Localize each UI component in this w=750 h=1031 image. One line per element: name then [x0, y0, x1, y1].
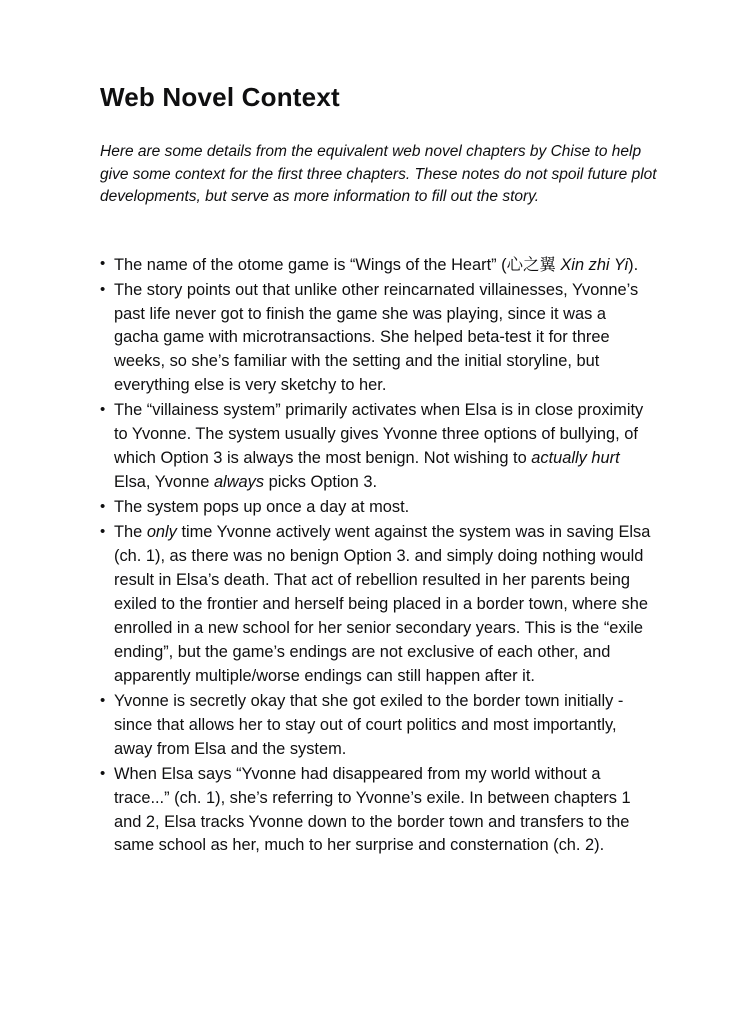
emphasis-text: Xin zhi Yi: [560, 255, 629, 274]
list-item: [100, 399, 652, 495]
text-run: time Yvonne actively went against the system was in saving Elsa (ch. 1), as there was no benign Option 3. and simply doing nothing would result in Elsa’s death. That act of rebellion resulted in her parents being exiled to the frontier and herself being placed in a border town, where she enrolled in a new school for her senior secondary years. This is the “exile ending”, but the game’s endings are not exclusive of each other, and apparently multiple/worse endings can still happen after it.: [114, 523, 651, 685]
emphasis-text: always: [213, 473, 265, 492]
text-run: The: [114, 523, 147, 542]
text-run: ).: [628, 255, 639, 274]
context-notes-list: [100, 253, 652, 859]
list-item: [100, 521, 652, 689]
page-title: Web Novel Context: [100, 82, 340, 112]
text-run: Elsa, Yvonne: [114, 473, 214, 492]
list-item: [100, 690, 652, 762]
text-run: The system pops up once a day at most.: [114, 498, 410, 517]
text-run: The name of the otome game is “Wings of the Heart” (: [114, 255, 507, 274]
text-run: The “villainess system” primarily activates when Elsa is in close proximity to Yvonne. The system usually gives Yvonne three options of bullying, of which Option 3 is always the most benign. Not wishing to: [114, 401, 644, 468]
text-run: When Elsa says “Yvonne had disappeared from my world without a trace...” (ch. 1), she’s referring to Yvonne’s exile. In between chapters 1 and 2, Elsa tracks Yvonne down to the border town and transfers to the same school as her, much to her surprise and consternation (ch. 2).: [114, 764, 631, 855]
text-run: The story points out that unlike other reincarnated villainesses, Yvonne’s past life never got to finish the game she was playing, since it was a gacha game with microtransactions. She helped beta-test it for three weeks, so she’s familiar with the setting and the initial storyline, but everything else is very sketchy to her.: [114, 280, 639, 395]
text-run: Yvonne is secretly okay that she got exiled to the border town initially - since that allows her to stay out of court politics and most importantly, away from Elsa and the system.: [114, 691, 624, 758]
text-run: picks Option 3.: [264, 473, 378, 492]
intro-paragraph: Here are some details from the equivalent web novel chapters by Chise to help give some context for the first three chapters. These notes do not spoil future plot developments, but serve as more information to fill out the story.: [100, 143, 657, 206]
emphasis-text: only: [146, 523, 177, 542]
list-item: [100, 763, 652, 859]
game-title-cjk: 心之翼: [506, 254, 556, 274]
list-item: [100, 279, 652, 399]
list-item: [100, 496, 652, 520]
emphasis-text: actually hurt: [531, 449, 620, 468]
list-item: [100, 253, 652, 278]
